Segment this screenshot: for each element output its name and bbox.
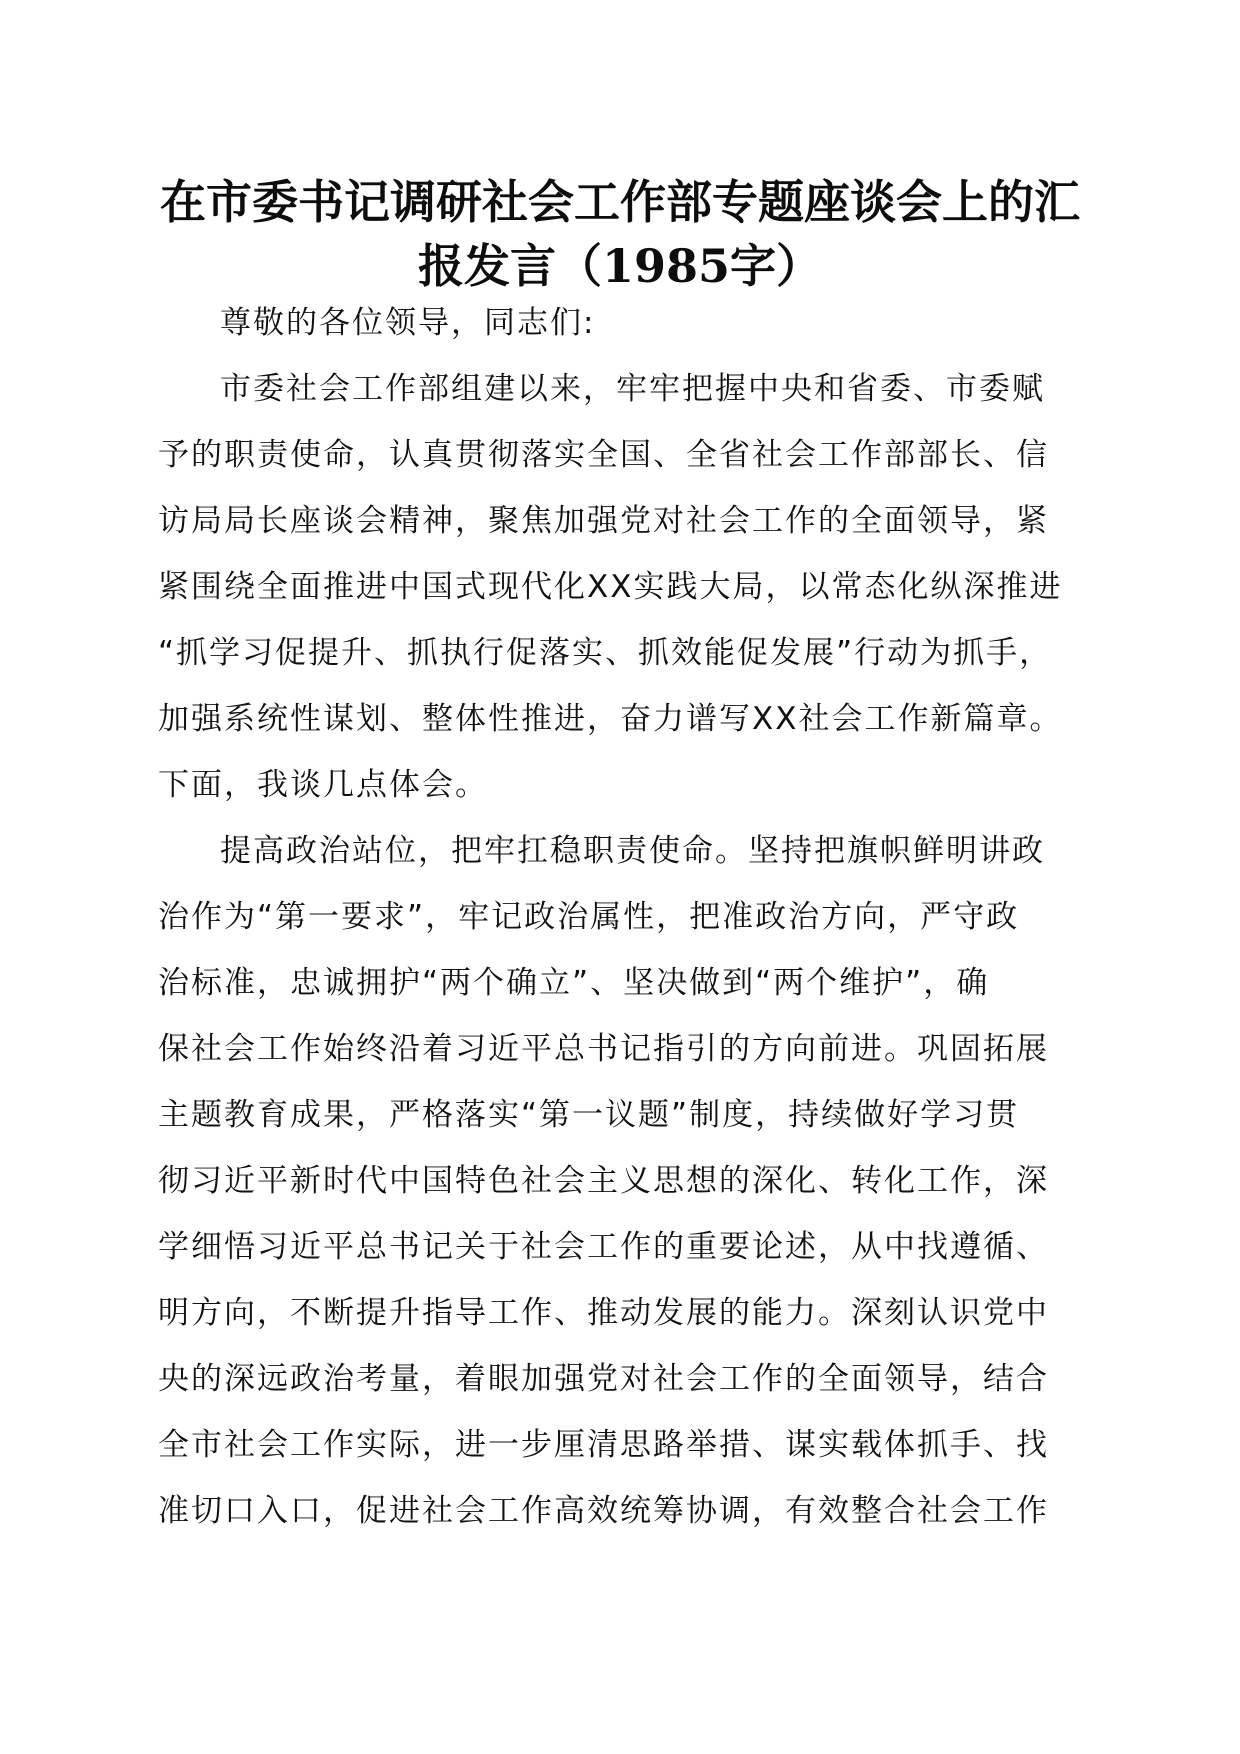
title-line-1: 在市委书记调研社会工作部专题座谈会上的汇 <box>160 175 1080 229</box>
paragraph-2-line-11: 准切口入口，促进社会工作高效统筹协调，有效整合社会工作 <box>158 1493 1049 1529</box>
paragraph-1-line-2: 予的职责使命，认真贯彻落实全国、全省社会工作部部长、信 <box>158 437 1049 473</box>
paragraph-2-line-3: 治标准，忠诚拥护“两个确立”、坚决做到“两个维护”，确 <box>158 965 990 1001</box>
paragraph-1-line-6: 加强系统性谋划、整体性推进，奋力谱写XX社会工作新篇章。 <box>158 701 1063 737</box>
paragraph-2-line-4: 保社会工作始终沿着习近平总书记指引的方向前进。巩固拓展 <box>158 1031 1049 1067</box>
salutation: 尊敬的各位领导，同志们: <box>220 305 596 341</box>
paragraph-2-line-10: 全市社会工作实际，进一步厘清思路举措、谋实载体抓手、找 <box>158 1427 1049 1463</box>
paragraph-2 <box>158 818 1088 1544</box>
title-line-2: 报发言（1985字） <box>417 239 823 293</box>
paragraph-1 <box>158 356 1088 818</box>
paragraph-2-line-8: 明方向，不断提升指导工作、推动发展的能力。深刻认识党中 <box>158 1295 1049 1331</box>
paragraph-1-line-3: 访局局长座谈会精神，聚焦加强党对社会工作的全面领导，紧 <box>158 503 1049 539</box>
paragraph-1-line-1: 市委社会工作部组建以来，牢牢把握中央和省委、市委赋 <box>220 371 1045 407</box>
paragraph-2-line-5: 主题教育成果，严格落实“第一议题”制度，持续做好学习贯 <box>158 1097 1020 1133</box>
paragraph-1-line-5: “抓学习促提升、抓执行促落实、抓效能促发展”行动为抓手， <box>158 635 1053 671</box>
paragraph-2-line-6: 彻习近平新时代中国特色社会主义思想的深化、转化工作，深 <box>158 1163 1049 1199</box>
paragraph-1-line-4: 紧围绕全面推进中国式现代化XX实践大局，以常态化纵深推进 <box>158 569 1063 605</box>
paragraph-2-line-9: 央的深远政治考量，着眼加强党对社会工作的全面领导，结合 <box>158 1361 1049 1397</box>
paragraph-2-line-7: 学细悟习近平总书记关于社会工作的重要论述，从中找遵循、 <box>158 1229 1049 1265</box>
paragraph-2-line-2: 治作为“第一要求”，牢记政治属性，把准政治方向，严守政 <box>158 899 1020 935</box>
paragraph-1-line-7: 下面，我谈几点体会。 <box>158 767 488 803</box>
document-body <box>158 290 1088 1544</box>
document-title <box>140 170 1100 298</box>
paragraph-2-line-1: 提高政治站位，把牢扛稳职责使命。坚持把旗帜鲜明讲政 <box>220 833 1045 869</box>
